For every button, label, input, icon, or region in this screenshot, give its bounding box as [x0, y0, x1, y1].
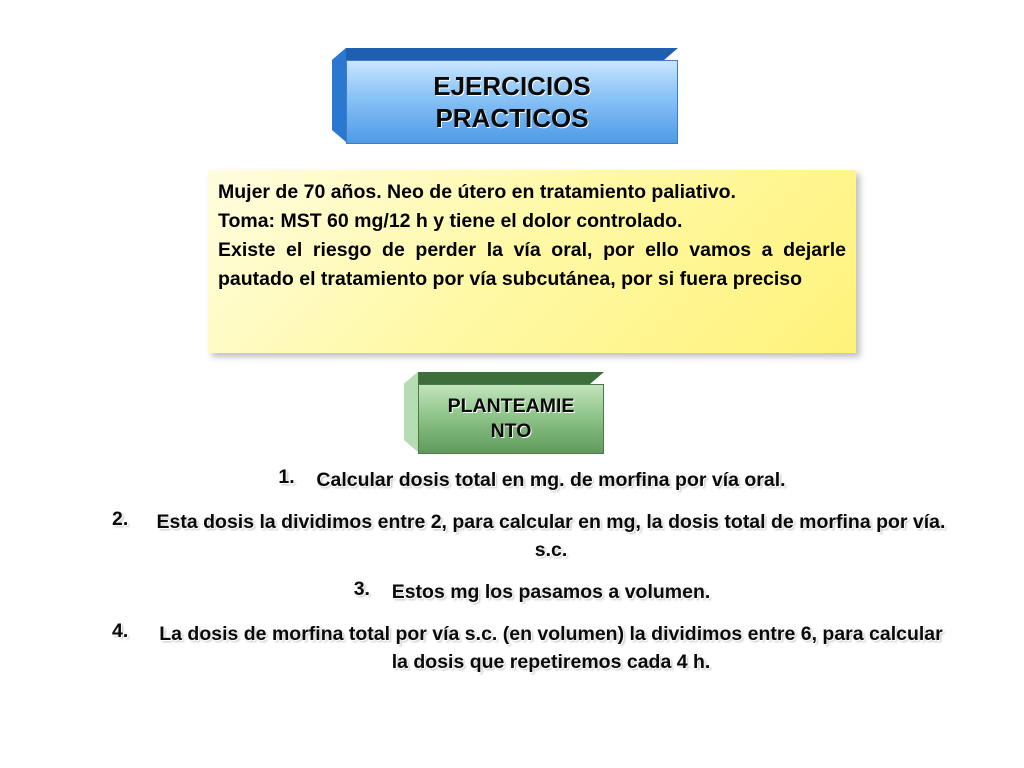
case-paragraph-2: Toma: MST 60 mg/12 h y tiene el dolor controlado. — [218, 210, 683, 232]
case-paragraph-3: Existe el riesgo de perder la vía oral, por ello vamos a dejarle pautado el tratamiento por vía subcutánea, por si fuera preciso — [218, 239, 846, 290]
section-line-2: NTO — [490, 420, 532, 442]
step-text: La dosis de morfina total por vía s.c. (en volumen) la dividimos entre 6, para calcular la dosis que repetiremos cada 4 h. — [159, 623, 943, 673]
list-item — [100, 508, 964, 564]
title-line-1: EJERCICIOS — [433, 71, 591, 101]
section-line-1: PLANTEAMIE — [447, 395, 575, 417]
title-face — [346, 60, 678, 144]
section-box — [404, 372, 604, 454]
case-paragraph-1: Mujer de 70 años. Neo de útero en tratamiento paliativo. — [218, 181, 736, 203]
steps-list — [100, 466, 964, 690]
step-number: 4. — [112, 620, 129, 642]
step-number: 1. — [278, 466, 295, 488]
step-number: 3. — [353, 578, 370, 600]
step-text: Calcular dosis total en mg. de morfina por vía oral. — [316, 469, 786, 491]
list-item — [100, 466, 964, 494]
case-description-box — [208, 170, 856, 353]
list-item — [100, 620, 964, 676]
step-number: 2. — [112, 508, 129, 530]
step-text: Esta dosis la dividimos entre 2, para calcular en mg, la dosis total de morfina por vía. s.c. — [156, 511, 946, 561]
title-line-2: PRACTICOS — [435, 103, 589, 133]
section-face — [418, 384, 604, 454]
list-item — [100, 578, 964, 606]
step-text: Estos mg los pasamos a volumen. — [391, 581, 711, 603]
title-box — [332, 48, 678, 144]
